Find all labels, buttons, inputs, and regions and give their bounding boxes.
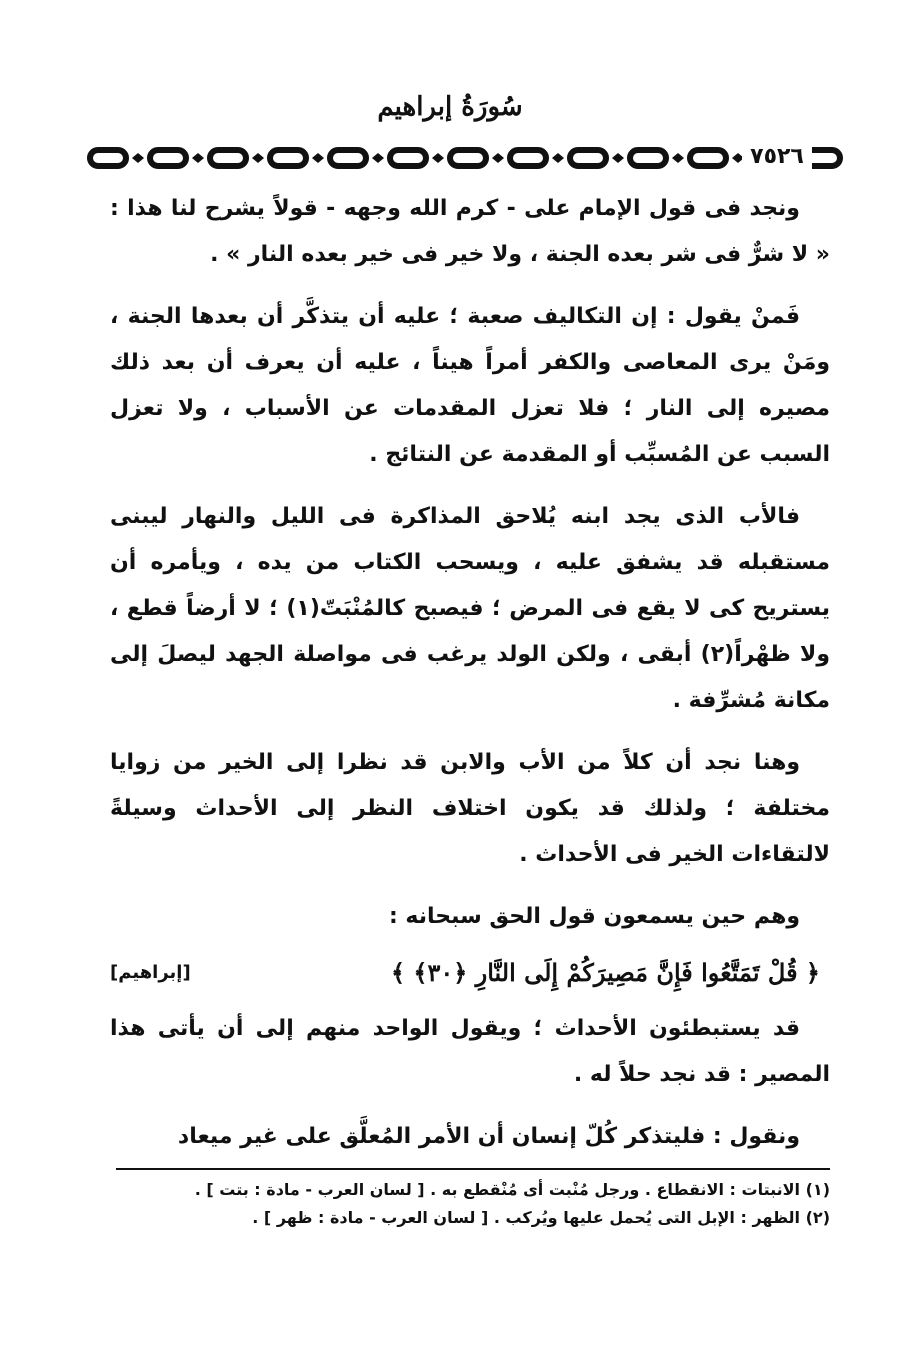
page-number: ٧٥٢٦ — [742, 140, 812, 174]
quran-verse: ﴿ قُلْ تَمَتَّعُوا فَإِنَّ مَصِيرَكُمْ إِلَى النَّارِ ﴿٣٠﴾ ﴾ — [390, 958, 820, 987]
paragraph: قد يستبطئون الأحداث ؛ ويقول الواحد منهم إلى أن يأتى هذا المصير : قد نجد حلاً له . — [110, 1016, 830, 1087]
footnotes — [116, 1176, 830, 1232]
paragraph: فالأب الذى يجد ابنه يُلاحق المذاكرة فى الليل والنهار ليبنى مستقبله قد يشفق عليه ، ويسحب الكتاب من يده ، ويأمره أن يستريح كى لا يقع فى المرض ؛ فيصبح كالمُنْبَتّ(١) ؛ لا أرضاً قطع ، ولا ظهْراً(٢) أبقى ، ولكن الولد يرغب فى مواصلة الجهد ليصلَ إلى مكانة مُشرِّفة . — [110, 504, 830, 713]
footnote-divider — [116, 1168, 830, 1170]
quran-verse-row — [110, 950, 830, 996]
surah-title: سُورَةُ إبراهيم — [377, 92, 523, 122]
paragraph: فَمنْ يقول : إن التكاليف صعبة ؛ عليه أن يتذكَّر أن بعدها الجنة ، ومَنْ يرى المعاصى والكفر أمراً هيناً ، عليه أن يعرف أن بعد ذلك مصيره إلى النار ؛ فلا تعزل المقدمات عن الأسباب ، ولا تعزل السبب عن المُسبِّب أو المقدمة عن النتائج . — [110, 304, 830, 467]
paragraph: ونقول : فليتذكر كُلّ إنسان أن الأمر المُعلَّق على غير ميعاد — [177, 1124, 800, 1149]
verse-reference: [إبراهيم] — [110, 962, 191, 983]
ornamental-header-band — [84, 138, 844, 178]
footnote: (٢) الظهر : الإبل التى يُحمل عليها ويُركب . [ لسان العرب - مادة : ظهر ] . — [252, 1208, 830, 1227]
paragraph: ونجد فى قول الإمام على - كرم الله وجهه - قولاً يشرح لنا هذا : « لا شرٌّ فى شر بعده الجنة ، ولا خير فى خير بعده النار » . — [110, 196, 830, 267]
paragraph: وهنا نجد أن كلاً من الأب والابن قد نظرا إلى الخير من زوايا مختلفة ؛ ولذلك قد يكون اختلاف النظر إلى الأحداث وسيلةً لالتقاءات الخير فى الأحداث . — [110, 750, 830, 867]
footnote: (١) الانبتات : الانقطاع . ورجل مُنْبت أى مُنْقطع به . [ لسان العرب - مادة : بتت ] . — [194, 1180, 830, 1199]
page-body — [110, 186, 830, 1176]
paragraph: وهم حين يسمعون قول الحق سبحانه : — [388, 904, 800, 929]
